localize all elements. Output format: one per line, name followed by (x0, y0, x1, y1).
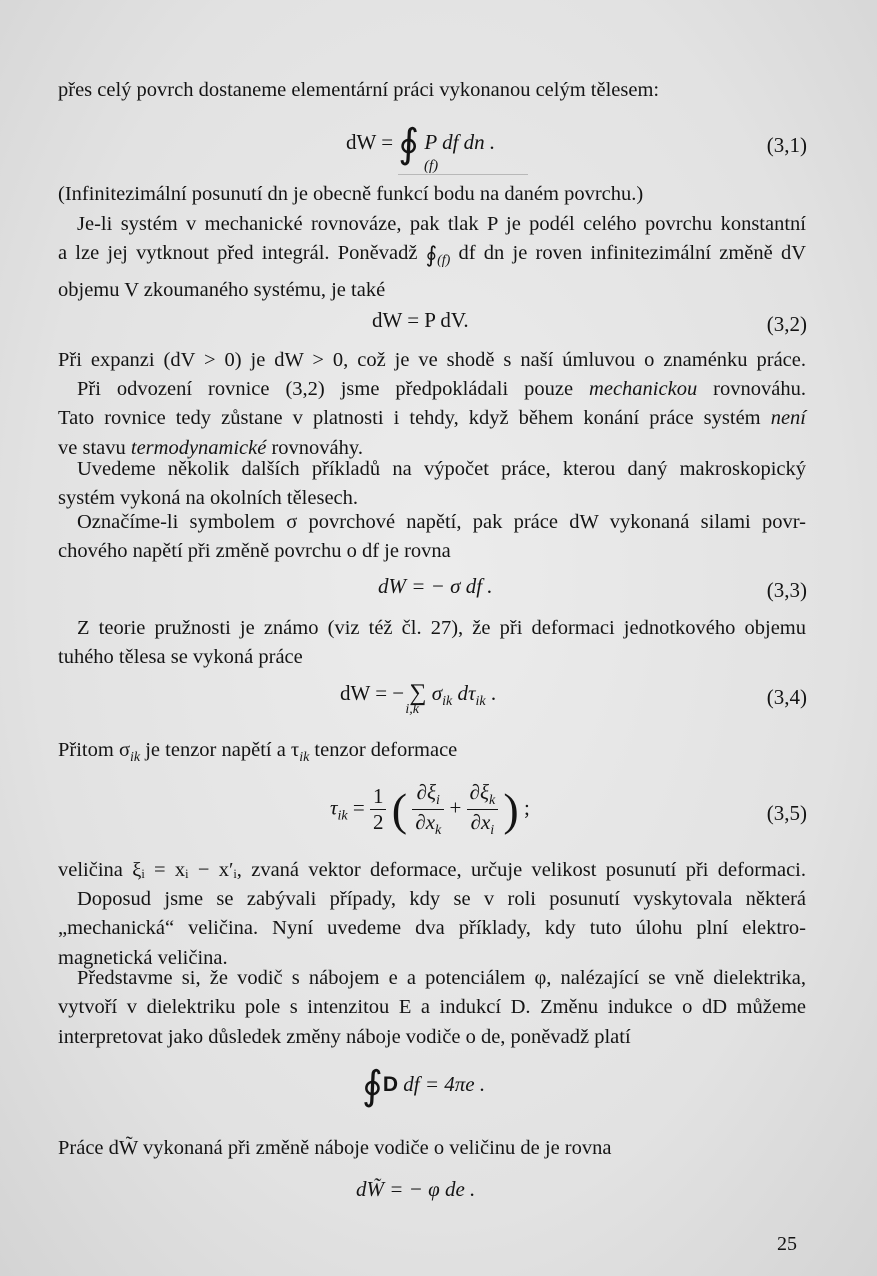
italic-term: není (770, 407, 806, 430)
text-line: Představme si, že vodič s nábojem e a potenciálem φ, nalézající se vně dielektrika, (77, 967, 806, 989)
equation-tail: . (485, 681, 497, 705)
text-fragment: df dn je roven infinitezimální změně dV (450, 242, 807, 265)
text-line: systém vykoná na okolních tělesech. (58, 487, 359, 510)
text-line: Uvedeme několik dalších příkladů na výpočet práce, kterou daný makroskopický (77, 458, 806, 480)
text-fragment: a lze jej vytknout před integrál. Poněvadž (58, 242, 426, 265)
equation-3-2: dW = P dV. (372, 308, 469, 332)
fraction-denominator: 2 (372, 810, 384, 834)
sigma-symbol: σ (431, 681, 443, 705)
fraction-half (370, 784, 387, 835)
plus-sign: + (449, 795, 467, 820)
fraction-numerator (412, 780, 444, 810)
fraction-numerator: 1 (370, 784, 387, 810)
text-fragment: tenzor deformace (309, 739, 458, 761)
text-fragment: Při odvození rovnice (3,2) jsme předpokládali pouze (77, 378, 590, 400)
text-line: Je-li systém v mechanické rovnováze, pak tlak P je podél celého povrchu konstantní (77, 213, 806, 235)
equation-integrand: P df dn . (424, 129, 496, 154)
text-line: tuhého tělesa se vykoná práce (58, 646, 303, 669)
text-line (58, 375, 806, 404)
equation-number-3-3: (3,3) (766, 578, 807, 602)
paragraph-tensors (58, 736, 806, 772)
text-line (58, 239, 806, 275)
index-subscript: i (490, 823, 495, 838)
equation-gauss (362, 1063, 486, 1108)
contour-integral-icon: ∮ (362, 1063, 383, 1108)
text-line: veličina ξᵢ = xᵢ − x′ᵢ, zvaná vektor deformace, určuje velikost posunutí při deformaci. (58, 859, 806, 881)
integral-subscript: (f) (424, 158, 439, 174)
equation-number-3-2: (3,2) (766, 312, 807, 336)
partial-xi: ∂ξ (469, 780, 489, 804)
index-subscript: ik (337, 808, 348, 824)
partial-xi: ∂ξ (416, 780, 437, 804)
contour-integral-icon: ∮ (398, 121, 420, 166)
dtau-symbol: dτ (452, 681, 476, 705)
vector-d: D (382, 1072, 399, 1096)
right-paren-icon: ) (503, 784, 519, 835)
equation-3-5 (330, 780, 530, 839)
italic-term: mechanickou (589, 378, 698, 400)
text-line: vytvoří v dielektriku pole s intenzitou E a indukcí D. Změnu indukce o dD můžeme (58, 996, 806, 1019)
fraction-numerator (467, 780, 499, 810)
paragraph-em-intro (58, 885, 806, 973)
partial-x: ∂x (415, 810, 436, 834)
sum-icon: ∑ (409, 680, 427, 706)
equation-3-3: dW = − σ df . (378, 574, 493, 598)
partial-x: ∂x (470, 810, 491, 834)
text-line: Práce dW̃ vykonaná při změně náboje vodiče o veličinu de je rovna (58, 1137, 612, 1159)
paragraph-work (58, 1134, 806, 1163)
paragraph-mechanical (58, 375, 806, 463)
text-line: Označíme-li symbolem σ povrchové napětí, pak práce dW vykonaná silami povr- (77, 511, 806, 533)
text-line: interpretovat jako důsledek změny náboje vodiče o de, poněvadž platí (58, 1025, 631, 1048)
fraction-partial-2 (467, 780, 499, 839)
paragraph-intro (58, 76, 806, 105)
index-subscript: k (435, 823, 442, 838)
equation-number-3-1: (3,1) (766, 133, 807, 157)
index-subscript: k (488, 793, 496, 808)
text-line: magnetická veličina. (58, 946, 228, 969)
paragraph-elasticity (58, 614, 806, 673)
equation-tail: ; (518, 795, 530, 820)
index-subscript: ik (299, 750, 310, 765)
text-line: chového napětí při změně povrchu o df je rovna (58, 540, 451, 563)
index-subscript: ik (475, 694, 486, 709)
paragraph-note (58, 180, 806, 209)
text-line (58, 404, 806, 433)
text-fragment: rovnováhy. (266, 436, 363, 459)
page-number: 25 (777, 1233, 797, 1255)
equation-lhs: dW = − (340, 681, 410, 705)
paragraph-expansion (58, 346, 806, 375)
paragraph-deformation-vector (58, 856, 806, 885)
equation-3-4 (340, 680, 497, 717)
text-line: Doposud jsme se zabývali případy, kdy se v roli posunutí vyskytovala některá (77, 888, 806, 910)
tau-symbol: τ (330, 795, 338, 820)
fraction-denominator (467, 810, 499, 839)
paragraph-equilibrium (58, 210, 806, 305)
equation-lhs: dW = (346, 129, 394, 154)
sum-index: i,k (405, 702, 419, 717)
index-subscript: ik (130, 750, 141, 765)
fraction-denominator (412, 810, 444, 839)
paragraph-conductor (58, 964, 806, 1052)
equation-body: df = 4πe . (398, 1071, 486, 1096)
equals-sign: = (347, 795, 370, 820)
text-line: (Infinitezimální posunutí dn je obecně funkcí bodu na daném povrchu.) (58, 183, 644, 205)
equation-number-3-5: (3,5) (766, 801, 807, 825)
fraction-partial-1 (412, 780, 444, 839)
text-line: „mechanická“ veličina. Nyní uvedeme dva příklady, kdy tuto úlohu plní elektro- (58, 917, 806, 940)
equation-charge-work: dW̃ = − φ de . (356, 1177, 476, 1201)
text-line (58, 736, 806, 772)
left-paren-icon: ( (391, 784, 408, 835)
index-subscript: i (436, 793, 440, 808)
equation-3-1 (346, 121, 496, 174)
scan-rule (398, 174, 528, 175)
text-line: objemu V zkoumaného systému, je také (58, 278, 386, 301)
text-line: Z teorie pružnosti je známo (viz též čl. 27), že při deformaci jednotkového objemu (77, 617, 806, 639)
integral-subscript: (f) (437, 253, 451, 269)
paragraph-surface-tension (58, 508, 806, 567)
text-line: Při expanzi (dV > 0) je dW > 0, což je ve shodě s naší úmluvou o znaménku práce. (58, 349, 806, 371)
italic-term: termodynamické (130, 436, 267, 459)
text-fragment: Tato rovnice tedy zůstane v platnosti i tehdy, když během konání práce systém (58, 407, 771, 430)
text-fragment: je tenzor napětí a τ (140, 739, 300, 761)
contour-integral-icon: ∮ (425, 242, 438, 268)
index-subscript: ik (442, 694, 453, 709)
paragraph-examples (58, 455, 806, 514)
text-line: přes celý povrch dostaneme elementární práci vykonanou celým tělesem: (58, 79, 660, 101)
text-fragment: rovnováhu. (697, 378, 806, 400)
text-fragment: Přitom σ (58, 739, 130, 761)
equation-number-3-4: (3,4) (766, 685, 807, 709)
text-fragment: ve stavu (58, 436, 131, 459)
